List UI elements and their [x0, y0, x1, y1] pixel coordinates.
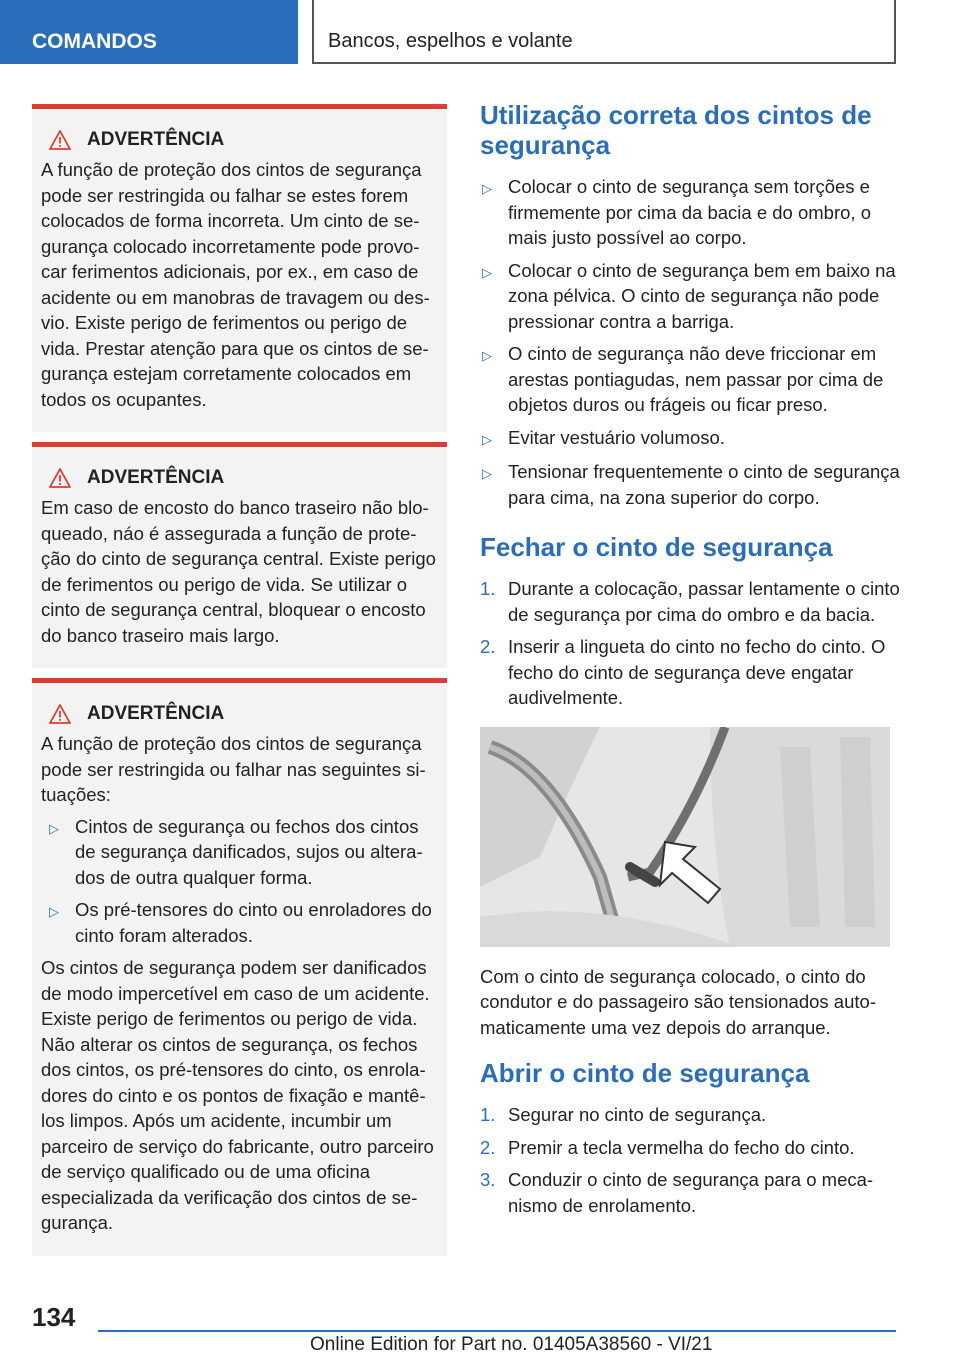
open-heading: Abrir o cinto de segurança [480, 1058, 810, 1088]
warning-title: ADVERTÊNCIA [49, 129, 438, 151]
bullet-triangle-icon: ▷ [482, 264, 492, 280]
right-column [480, 100, 900, 1240]
edition-footer: Online Edition for Part no. 01405A38560 - VI/21 [310, 1334, 713, 1355]
warning-triangle-icon [49, 704, 71, 724]
warning-triangle-icon [49, 130, 71, 150]
warning-outro: Os cintos de segurança podem ser danificados de modo impercetível em caso de um acidente. Existe perigo de ferimentos ou perigo de vida. Não alterar os cintos de segurança, os fechos dos cintos, os pré-tensores do cinto, os enroladores do cinto e os pontos de fixação e mantê-los limpos. Após um acidente, incumbir um parceiro de serviço do fabricante, outro parceiro de serviço qualificado ou de uma oficina especializada da verificação dos cintos de segurança. [41, 957, 434, 1233]
warning-title: ADVERTÊNCIA [49, 467, 438, 489]
bullet-triangle-icon: ▷ [482, 348, 492, 363]
fasten-heading: Fechar o cinto de segurança [480, 532, 833, 562]
tension-note: Com o cinto de segurança colocado, o cinto do condutor e do passageiro são tensionados automaticamente uma vez depois do arranque. [480, 965, 876, 1038]
list-item: ▷ O cinto de segurança não deve friccionar em arestas pontiagudas, nem passar por cima de objetos duros ou frágeis ou ficar preso. [480, 341, 900, 418]
warning-text: Em caso de encosto do banco traseiro não bloqueado, náo é assegurada a função de proteção do cinto de segurança central. Existe perigo de ferimentos ou perigo de vida. Se utilizar o cinto de segurança central, bloquear o encosto do banco traseiro mais largo. [41, 497, 436, 646]
page-number: 134 [32, 1302, 76, 1332]
list-item: ▷ Colocar o cinto de segurança sem torções e firmemente por cima da bacia e do ombro, o mais justo possível ao corpo. [480, 174, 900, 251]
list-item: 2. Inserir a lingueta do cinto no fecho do cinto. O fecho do cinto de segurança deve engatar audivelmente. [480, 636, 886, 708]
left-column [32, 104, 447, 1266]
usage-list [480, 174, 900, 510]
list-item: 1. Segurar no cinto de segurança. [480, 1104, 767, 1125]
list-item: ▷ Os pré-tensores do cinto ou enroladores do cinto foram alterados. [41, 897, 438, 948]
bullet-triangle-icon: ▷ [49, 904, 59, 919]
list-item: ▷ Evitar vestuário volumoso. [480, 425, 900, 453]
warning-box-2 [32, 442, 447, 668]
seatbelt-illustration [480, 727, 890, 947]
list-item: ▷ Colocar o cinto de segurança bem em baixo na zona pélvica. O cinto de segurança não pode pressionar contra a barriga. [480, 258, 900, 335]
bullet-triangle-icon: ▷ [482, 431, 492, 447]
warning-title: ADVERTÊNCIA [49, 703, 438, 725]
warning-intro: A função de proteção dos cintos de segurança pode ser restringida ou falhar nas seguintes situações: [41, 733, 426, 805]
warning-text: A função de proteção dos cintos de segurança pode ser restringida ou falhar se estes forem colocados de forma incorreta. Um cinto de segurança colocado incorretamente pode provocar ferimentos adicionais, por ex., em caso de acidente ou em manobras de travagem ou desvio. Existe perigo de ferimentos ou perigo de vida. Prestar atenção para que os cintos de segurança estejam corretamente colocados em todos os ocupantes. [41, 159, 430, 410]
warning-list [41, 814, 438, 949]
bullet-triangle-icon: ▷ [49, 820, 59, 836]
list-item: 1. Durante a colocação, passar lentamente o cinto de segurança por cima do ombro e da bacia. [480, 578, 900, 625]
warning-box-3 [32, 678, 447, 1256]
footer-divider [98, 1330, 896, 1332]
chapter-header [312, 0, 896, 64]
fasten-steps [480, 576, 900, 711]
chapter-title: Bancos, espelhos e volante [328, 30, 573, 52]
list-item: 2. Premir a tecla vermelha do fecho do cinto. [480, 1136, 855, 1158]
warning-box-1 [32, 104, 447, 432]
bullet-triangle-icon: ▷ [482, 181, 492, 196]
warning-triangle-icon [49, 468, 71, 488]
open-steps [480, 1102, 900, 1218]
bullet-triangle-icon: ▷ [482, 466, 492, 481]
usage-heading: Utilização correta dos cintos de segurança [480, 100, 872, 160]
list-item: ▷ Tensionar frequentemente o cinto de segurança para cima, na zona superior do corpo. [480, 459, 900, 510]
list-item: ▷ Cintos de segurança ou fechos dos cintos de segurança danificados, sujos ou alterados de outra qualquer forma. [41, 814, 438, 891]
section-tab [0, 0, 298, 64]
list-item: 3. Conduzir o cinto de segurança para o mecanismo de enrolamento. [480, 1169, 874, 1216]
section-title: COMANDOS [32, 30, 157, 53]
